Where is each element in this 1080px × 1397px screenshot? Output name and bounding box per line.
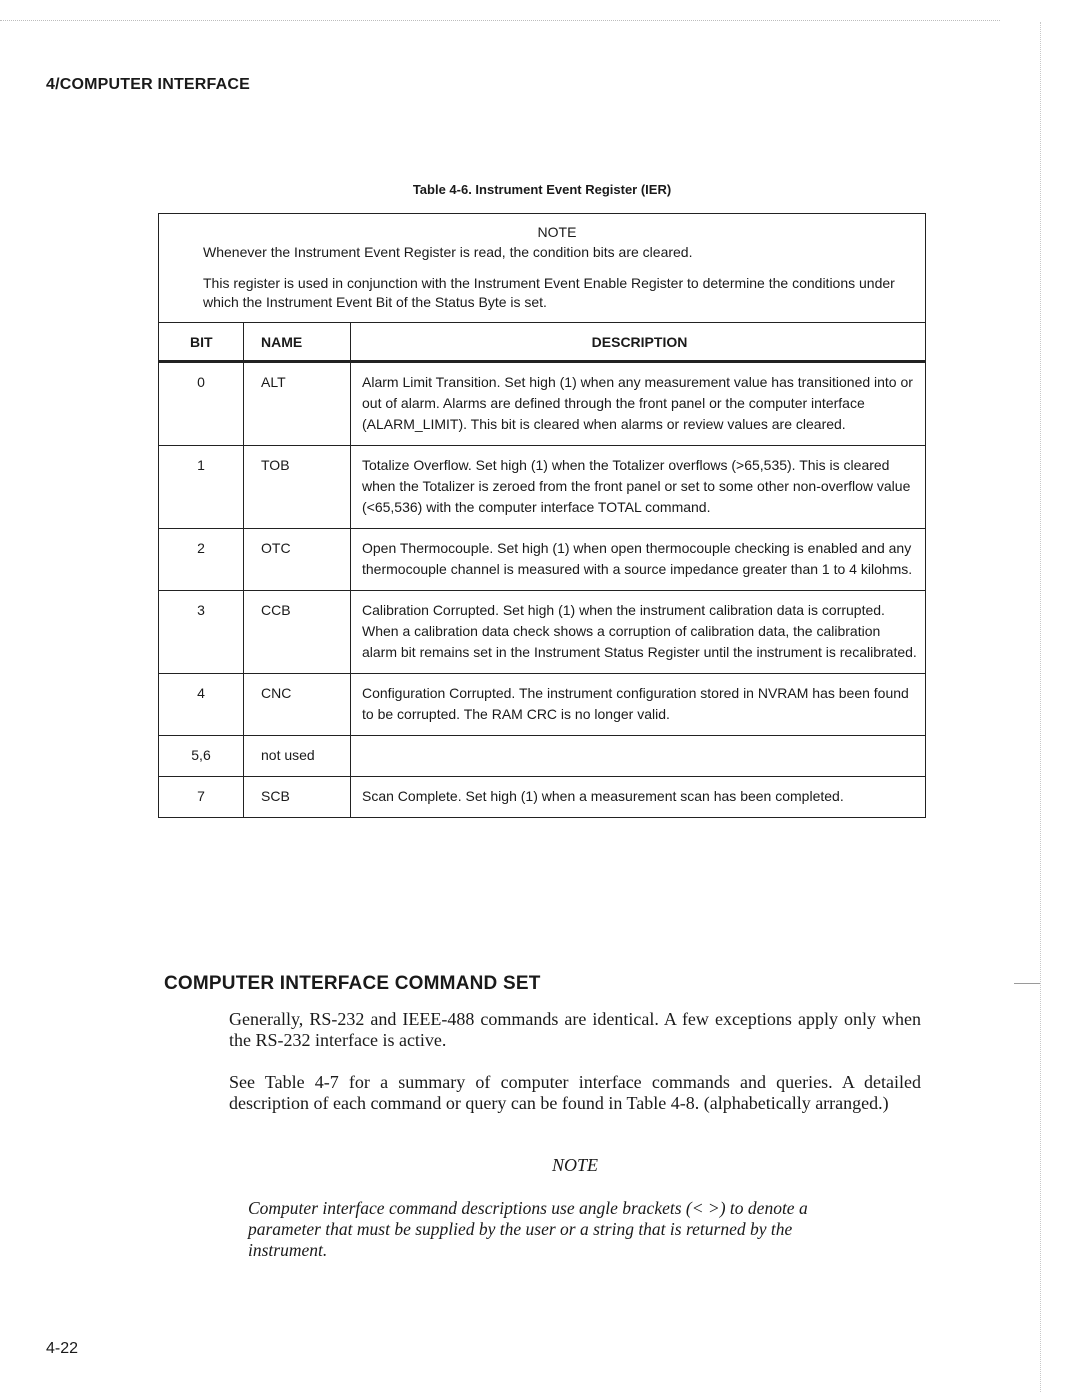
name-cell: CCB xyxy=(244,591,351,673)
section-title: COMPUTER INTERFACE COMMAND SET xyxy=(164,973,541,994)
bit-cell: 2 xyxy=(159,529,244,590)
table-note-title: NOTE xyxy=(537,224,577,240)
table-note xyxy=(159,214,925,323)
table-note-line: Whenever the Instrument Event Register is read, the condition bits are cleared. xyxy=(203,244,693,260)
name-cell: TOB xyxy=(244,446,351,528)
column-header-description: DESCRIPTION xyxy=(591,334,688,350)
margin-mark xyxy=(1014,983,1040,984)
note-text: Computer interface command descriptions use angle brackets (< >) to denote a parameter that must be supplied by the user or a string that is returned by the instrument. xyxy=(248,1198,808,1260)
page-number: 4-22 xyxy=(46,1340,79,1357)
description-cell: Alarm Limit Transition. Set high (1) when any measurement value has transitioned into or out of alarm. Alarms are defined through the front panel or the computer interface (ALARM_LIMIT). This bit is cleared when alarms or review values are cleared. xyxy=(362,374,913,432)
table-row xyxy=(159,736,925,777)
table-caption: Table 4-6. Instrument Event Register (IER) xyxy=(412,182,672,197)
bit-cell: 7 xyxy=(159,777,244,817)
column-header-name: NAME xyxy=(244,323,351,360)
bit-cell: 3 xyxy=(159,591,244,673)
name-cell: not used xyxy=(244,736,351,776)
description-cell: Calibration Corrupted. Set high (1) when the instrument calibration data is corrupted. When a calibration data check shows a corruption of calibration data, the calibration alarm bit remains set in the Instrument Status Register until the instrument is recalibrated. xyxy=(362,602,917,660)
ier-table xyxy=(158,213,926,818)
table-row xyxy=(159,529,925,591)
description-cell: Totalize Overflow. Set high (1) when the Totalizer overflows (>65,535). This is cleared when the Totalizer is zeroed from the front panel or set to some other non-overflow value (<65,536) with the computer interface TOTAL command. xyxy=(362,457,911,515)
scan-border-right xyxy=(1040,22,1041,1392)
bit-cell: 0 xyxy=(159,363,244,445)
description-cell: Scan Complete. Set high (1) when a measurement scan has been completed. xyxy=(362,788,844,804)
bit-cell: 1 xyxy=(159,446,244,528)
bit-cell: 4 xyxy=(159,674,244,735)
running-header: 4/COMPUTER INTERFACE xyxy=(46,76,251,93)
table-row xyxy=(159,591,925,674)
table-row xyxy=(159,674,925,736)
description-cell: Configuration Corrupted. The instrument configuration stored in NVRAM has been found to be corrupted. The RAM CRC is no longer valid. xyxy=(362,685,909,722)
body-paragraph: Generally, RS-232 and IEEE-488 commands are identical. A few exceptions apply only when the RS-232 interface is active. xyxy=(229,1009,921,1050)
table-row xyxy=(159,446,925,529)
table-note-line: This register is used in conjunction with the Instrument Event Enable Register to determine the conditions under which the Instrument Event Bit of the Status Byte is set. xyxy=(203,275,895,310)
body-paragraph: See Table 4-7 for a summary of computer interface commands and queries. A detailed description of each command or query can be found in Table 4-8. (alphabetically arranged.) xyxy=(229,1072,921,1113)
description-cell xyxy=(351,736,925,776)
table-row xyxy=(159,363,925,446)
table-header-row xyxy=(159,323,925,363)
bit-cell: 5,6 xyxy=(159,736,244,776)
name-cell: OTC xyxy=(244,529,351,590)
note-title: NOTE xyxy=(551,1155,598,1175)
description-cell: Open Thermocouple. Set high (1) when open thermocouple checking is enabled and any thermocouple channel is measured with a source impedance greater than 1 to 4 kilohms. xyxy=(362,540,913,577)
table-row xyxy=(159,777,925,817)
scan-border-top xyxy=(0,20,1000,21)
name-cell: SCB xyxy=(244,777,351,817)
column-header-bit: BIT xyxy=(159,323,244,360)
name-cell: ALT xyxy=(244,363,351,445)
name-cell: CNC xyxy=(244,674,351,735)
